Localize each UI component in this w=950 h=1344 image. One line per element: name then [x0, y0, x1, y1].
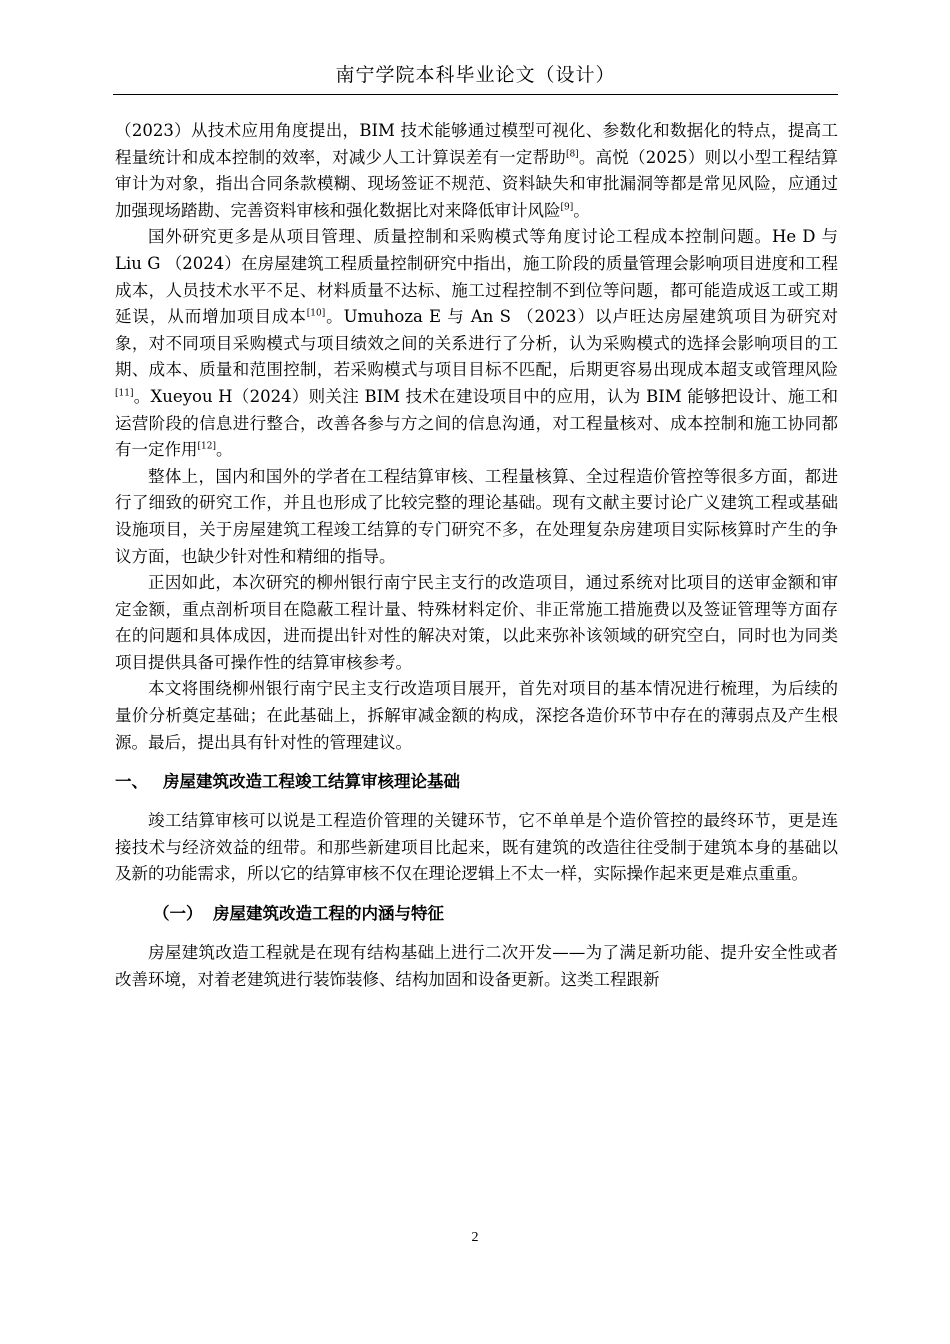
citation-9[interactable]: [9]: [560, 202, 574, 213]
body-text: [115, 118, 838, 993]
subsection-heading-1: [153, 901, 838, 927]
page-header: 南宁学院本科毕业论文（设计）: [335, 64, 616, 86]
paragraph-2: [115, 224, 838, 463]
paragraph-2-a: 国外研究更多是从项目管理、质量控制和采购模式等角度讨论工程成本控制问题。He D 与 Liu G （2024）在房屋建筑工程质量控制研究中指出，施工阶段的质量管理会影响项目进度和工程成本，人员技术水平不足、材料质量不达标、施工过程控制不到位等问题，都可能造成返工或工期延误，从而增加项目成本: [115, 227, 838, 327]
header-rule: [113, 94, 838, 95]
paragraph-5: 本文将围绕柳州银行南宁民主支行改造项目展开，首先对项目的基本情况进行梳理，为后续的量价分析奠定基础；在此基础上，拆解审减金额的构成，深挖各造价环节中存在的薄弱点及产生根源。最后，提出具有针对性的管理建议。: [115, 679, 838, 752]
paragraph-3: 整体上，国内和国外的学者在工程结算审核、工程量核算、全过程造价管控等很多方面，都进行了细致的研究工作，并且也形成了比较完整的理论基础。现有文献主要讨论广义建筑工程或基础设施项目，关于房屋建筑工程竣工结算的专门研究不多，在处理复杂房建项目实际核算时产生的争议方面，也缺少针对性和精细的指导。: [115, 466, 838, 566]
citation-12[interactable]: [12]: [197, 441, 216, 452]
citation-10[interactable]: [10]: [306, 308, 326, 319]
page-number: 2: [471, 1230, 479, 1245]
paragraph-2-c: 。Xueyou H（2024）则关注 BIM 技术在建设项目中的应用，认为 BIM 能够把设计、施工和运营阶段的信息进行整合，改善各参与方之间的信息沟通，对工程量核对、成本控制和施工协同都有一定作用: [115, 386, 838, 460]
paragraph-1-mid: 。高悦（2025）则以小型工程结算审计为对象，指出合同条款模糊、现场签证不规范、资料缺失和审批漏洞等都是常见风险，应通过加强现场踏勘、完善资料审核和强化数据比对来降低审计风险: [115, 147, 838, 220]
section-title: 房屋建筑改造工程竣工结算审核理论基础: [163, 772, 460, 792]
paragraph-7: 房屋建筑改造工程就是在现有结构基础上进行二次开发——为了满足新功能、提升安全性或者改善环境，对着老建筑进行装饰装修、结构加固和设备更新。这类工程跟新: [115, 943, 838, 989]
subsection-number: （一）: [153, 904, 203, 924]
paragraph-2-b: 。Umuhoza E 与 An S （2023）以卢旺达房屋建筑项目为研究对象，对不同项目采购模式与项目绩效之间的关系进行了分析，认为采购模式的选择会影响项目的工期、成本、质量和范围控制，若采购模式与项目目标不匹配，后期更容易出现成本超支或管理风险: [115, 307, 838, 380]
paragraph-6: 竣工结算审核可以说是工程造价管理的关键环节，它不单单是个造价管控的最终环节，更是连接技术与经济效益的纽带。和那些新建项目比起来，既有建筑的改造往往受制于建筑本身的基础以及新的功能需求，所以它的结算审核不仅在理论逻辑上不太一样，实际操作起来更是难点重重。: [115, 811, 838, 884]
paragraph-1-text: （2023）从技术应用角度提出，BIM 技术能够通过模型可视化、参数化和数据化的特点，提高工程量统计和成本控制的效率，对减少人工计算误差有一定帮助: [115, 121, 838, 167]
paragraph-1: [115, 118, 838, 224]
section-number: 一、: [115, 772, 148, 792]
paragraph-1-end: 。: [573, 200, 590, 220]
subsection-title: 房屋建筑改造工程的内涵与特征: [213, 904, 444, 924]
citation-8[interactable]: [8]: [565, 149, 579, 160]
citation-11[interactable]: [11]: [115, 388, 134, 399]
paragraph-2-d: 。: [215, 440, 233, 460]
paragraph-4: 正因如此，本次研究的柳州银行南宁民主支行的改造项目，通过系统对比项目的送审金额和审定金额，重点剖析项目在隐蔽工程计量、特殊材料定价、非正常施工措施费以及签证管理等方面存在的问题和具体成因，进而提出针对性的解决对策，以此来弥补该领域的研究空白，同时也为同类项目提供具备可操作性的结算审核参考。: [115, 573, 838, 672]
section-heading-1: [115, 769, 838, 795]
